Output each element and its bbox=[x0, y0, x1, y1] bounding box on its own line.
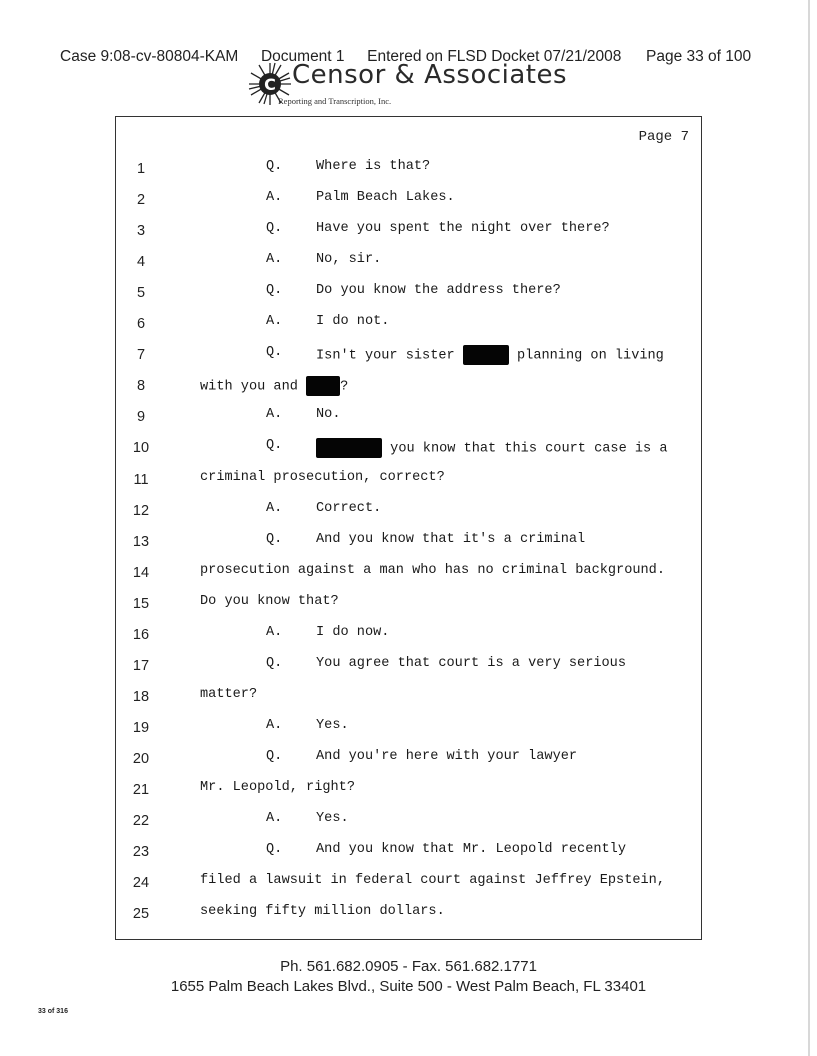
line-text-part: No. bbox=[316, 407, 341, 423]
line-text bbox=[316, 749, 577, 764]
redaction-block bbox=[306, 376, 340, 396]
line-text bbox=[316, 159, 430, 174]
footer-address: 1655 Palm Beach Lakes Blvd., Suite 500 - West Palm Beach, FL 33401 bbox=[170, 978, 647, 995]
line-number: 13 bbox=[132, 533, 150, 550]
line-number: 11 bbox=[133, 471, 149, 488]
line-text-part: Yes. bbox=[316, 717, 349, 733]
line-text bbox=[316, 190, 455, 205]
transcript-line bbox=[116, 811, 701, 831]
line-text bbox=[200, 563, 665, 578]
transcript-page-label: Page 7 bbox=[638, 129, 689, 145]
speaker-label: A. bbox=[266, 314, 283, 330]
transcript-line bbox=[116, 470, 701, 490]
logo-name: Censor & Associates bbox=[292, 60, 568, 90]
speaker-label: Q. bbox=[266, 159, 283, 174]
line-text-part: seeking fifty million dollars. bbox=[200, 904, 445, 920]
transcript-line bbox=[116, 656, 701, 676]
line-text-part: And you know that it's a criminal bbox=[316, 531, 586, 547]
line-text-part: You agree that court is a very serious bbox=[316, 655, 626, 671]
line-number: 7 bbox=[136, 347, 146, 364]
line-number: 21 bbox=[132, 782, 150, 798]
line-text-part: matter? bbox=[200, 686, 258, 702]
line-text-part: Yes. bbox=[316, 811, 349, 827]
line-text-part: I do not. bbox=[316, 314, 390, 330]
line-text-part: prosecution against a man who has no criminal background. bbox=[200, 562, 665, 578]
transcript-line bbox=[116, 221, 701, 241]
speaker-label: Q. bbox=[266, 842, 283, 858]
line-text-part: you know that this court case is a bbox=[382, 442, 668, 458]
transcript-line bbox=[116, 501, 701, 521]
transcript-line bbox=[116, 376, 701, 396]
line-text bbox=[200, 376, 348, 396]
line-number: 24 bbox=[132, 875, 150, 892]
line-number: 15 bbox=[132, 595, 150, 612]
line-number: 3 bbox=[136, 223, 146, 240]
line-number: 4 bbox=[136, 254, 146, 271]
line-number: 22 bbox=[132, 813, 150, 830]
line-text-part: Isn't your sister bbox=[316, 348, 463, 364]
line-number: 1 bbox=[136, 161, 146, 177]
line-text bbox=[316, 532, 585, 547]
line-text bbox=[200, 687, 257, 702]
transcript-line bbox=[116, 687, 701, 707]
transcript-line bbox=[116, 718, 701, 738]
line-number: 20 bbox=[132, 750, 150, 767]
line-number: 25 bbox=[132, 906, 150, 923]
line-text bbox=[316, 407, 340, 422]
page-of-total: Page 33 of 100 bbox=[646, 48, 752, 65]
line-text-part: And you know that Mr. Leopold recently bbox=[316, 842, 626, 858]
line-text-part: Do you know the address there? bbox=[316, 283, 561, 299]
document-number: Document 1 bbox=[260, 48, 345, 65]
redaction-block bbox=[316, 438, 382, 458]
speaker-label: Q. bbox=[266, 283, 283, 299]
line-text bbox=[200, 780, 355, 795]
line-text bbox=[200, 873, 665, 888]
speaker-label: A. bbox=[266, 407, 283, 423]
speaker-label: A. bbox=[266, 252, 283, 268]
transcript-line bbox=[116, 842, 701, 862]
line-number: 9 bbox=[136, 409, 146, 426]
transcript-line bbox=[116, 407, 701, 427]
transcript-line bbox=[116, 625, 701, 645]
line-number: 23 bbox=[132, 844, 150, 861]
line-text bbox=[200, 470, 445, 485]
line-text bbox=[316, 625, 389, 640]
line-text-part: planning on living bbox=[508, 348, 664, 364]
speaker-label: A. bbox=[266, 811, 283, 827]
transcript-page bbox=[115, 116, 702, 940]
transcript-line bbox=[116, 283, 701, 303]
line-text-part: Where is that? bbox=[316, 159, 431, 174]
transcript-line bbox=[116, 873, 701, 893]
transcript-line bbox=[116, 594, 701, 614]
page-count: 33 of 316 bbox=[38, 1008, 68, 1015]
line-text bbox=[200, 904, 445, 919]
speaker-label: A. bbox=[266, 500, 283, 516]
line-text bbox=[316, 438, 668, 458]
speaker-label: Q. bbox=[266, 655, 283, 671]
svg-text:C: C bbox=[264, 75, 276, 94]
line-text bbox=[316, 345, 664, 365]
transcript-line bbox=[116, 159, 701, 179]
speaker-label: Q. bbox=[266, 438, 283, 454]
speaker-label: Q. bbox=[266, 531, 283, 547]
reporter-logo bbox=[248, 60, 568, 112]
line-text bbox=[316, 718, 349, 733]
case-number: Case 9:08-cv-80804-KAM bbox=[60, 48, 239, 65]
transcript-line bbox=[116, 314, 701, 334]
transcript-line bbox=[116, 190, 701, 210]
transcript-line bbox=[116, 438, 701, 458]
speaker-label: Q. bbox=[266, 221, 283, 237]
line-text bbox=[316, 314, 389, 329]
line-text bbox=[316, 221, 610, 236]
speaker-label: Q. bbox=[266, 748, 283, 764]
docket-entry: Entered on FLSD Docket 07/21/2008 bbox=[367, 48, 622, 65]
line-number: 18 bbox=[132, 688, 150, 705]
line-text bbox=[200, 594, 339, 609]
line-number: 19 bbox=[132, 719, 150, 736]
line-text-part: Palm Beach Lakes. bbox=[316, 190, 455, 206]
line-text-part: Mr. Leopold, right? bbox=[200, 780, 355, 795]
scan-edge bbox=[808, 0, 810, 1056]
line-text-part: filed a lawsuit in federal court against Jeffrey Epstein, bbox=[200, 873, 665, 889]
speaker-label: A. bbox=[266, 717, 283, 733]
line-number: 8 bbox=[136, 378, 146, 395]
transcript-line bbox=[116, 252, 701, 272]
line-text-part: ? bbox=[340, 379, 349, 395]
line-number: 12 bbox=[132, 502, 150, 519]
line-text bbox=[316, 811, 349, 826]
line-text bbox=[316, 842, 626, 857]
line-text bbox=[316, 501, 381, 516]
line-number: 16 bbox=[132, 626, 150, 643]
speaker-label: A. bbox=[266, 624, 283, 640]
line-text-part: I do now. bbox=[316, 624, 390, 640]
line-text-part: with you and bbox=[200, 379, 307, 395]
redaction-block bbox=[463, 345, 509, 365]
footer-contact: Ph. 561.682.0905 - Fax. 561.682.1771 bbox=[280, 958, 537, 975]
line-number: 2 bbox=[136, 192, 146, 209]
transcript-line bbox=[116, 780, 701, 800]
line-text-part: Correct. bbox=[316, 500, 382, 516]
line-number: 10 bbox=[132, 440, 150, 457]
line-text-part: Do you know that? bbox=[200, 593, 339, 609]
line-number: 17 bbox=[132, 657, 150, 674]
logo-tagline: Reporting and Transcription, Inc. bbox=[278, 96, 392, 106]
line-text-part: No, sir. bbox=[316, 252, 382, 268]
line-text-part: And you're here with your lawyer bbox=[316, 748, 578, 764]
transcript-line bbox=[116, 345, 701, 365]
transcript-line bbox=[116, 904, 701, 924]
line-text bbox=[316, 656, 626, 671]
speaker-label: A. bbox=[266, 190, 283, 206]
speaker-label: Q. bbox=[266, 345, 283, 361]
transcript-line bbox=[116, 532, 701, 552]
transcript-line bbox=[116, 749, 701, 769]
line-text-part: criminal prosecution, correct? bbox=[200, 469, 445, 485]
line-number: 6 bbox=[136, 316, 146, 333]
line-text bbox=[316, 252, 381, 267]
line-text bbox=[316, 283, 561, 298]
line-text-part: Have you spent the night over there? bbox=[316, 221, 610, 237]
transcript-line bbox=[116, 563, 701, 583]
line-number: 5 bbox=[136, 285, 146, 302]
line-number: 14 bbox=[132, 564, 150, 581]
